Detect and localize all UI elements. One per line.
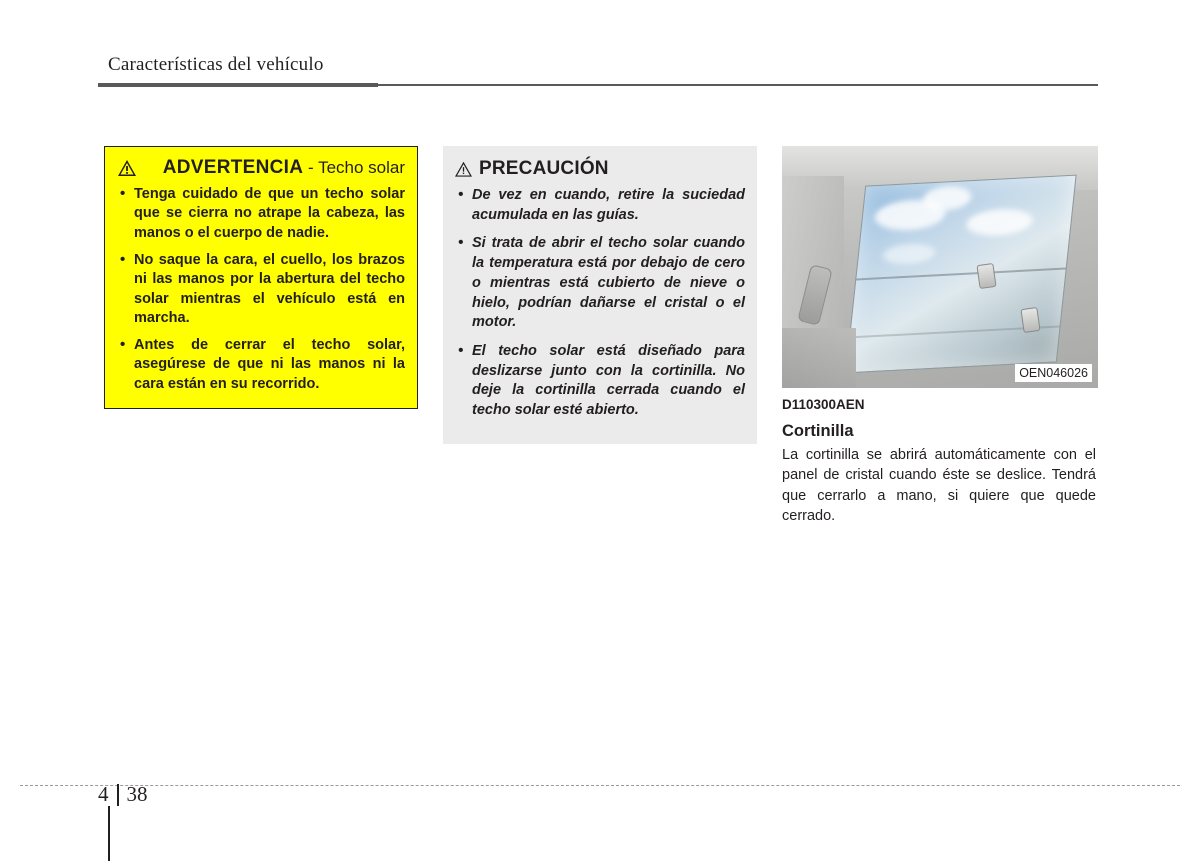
warning-box [104,146,418,409]
sunroof-glass-panel [845,175,1076,374]
caution-box [443,146,757,444]
sunshade-handle [1020,307,1040,333]
figure-image-code: OEN046026 [1015,364,1092,382]
footer-side-bar [108,806,110,861]
page-header [108,54,1098,76]
header-divider [98,83,1098,86]
sunshade-handle [976,263,996,289]
list-item: • Si trata de abrir el techo solar cuando la temperatura está por debajo de cero o mientras está cubierto de nieve o hielo, podrían dañarse el cristal o el motor. [455,234,745,333]
header-divider-thick [98,83,378,87]
footer-page-number: 38 [126,782,148,806]
footer-chapter-number: 4 [98,782,109,806]
figure-caption: D110300AEN [782,397,865,412]
caution-triangle-icon [455,162,472,177]
sunroof-illustration [782,146,1098,388]
list-item: • Antes de cerrar el techo solar, asegúrese de que ni las manos ni la cara están en su recorrido. [117,336,405,395]
column-left [104,146,418,409]
warning-subtitle: Techo solar [318,158,405,177]
footer-divider [20,785,1180,786]
section-title: Cortinilla [782,422,854,440]
list-item: • Tenga cuidado de que un techo solar que se cierra no atrape la cabeza, las manos o el cuerpo de nadie. [117,185,405,244]
caution-title: PRECAUCIÓN [479,158,609,179]
section-body-text: La cortinilla se abrirá automáticamente con el panel de cristal cuando éste se deslice. Tendrá que cerrarlo a mano, si quiere que quede cerrado. [782,447,1096,524]
list-item: • El techo solar está diseñado para deslizarse junto con la cortinilla. No deje la cortinilla cerrada cuando el techo solar esté abierto. [455,342,745,421]
page-title: Características del vehículo [108,54,324,75]
warning-title-wrap [143,157,405,179]
cloud-reflection-icon [922,185,973,211]
caution-bullet-list [455,186,745,421]
column-middle [443,146,757,444]
caution-header [455,158,745,180]
list-item: • No saque la cara, el cuello, los brazos ni las manos por la abertura del techo solar mientras el vehículo está en marcha. [117,251,405,329]
cloud-reflection-icon [882,243,936,266]
warning-title: ADVERTENCIA [162,157,304,178]
roof-pillar [782,328,856,388]
footer-separator [117,784,119,806]
header-divider-thin [376,84,1098,86]
cloud-reflection-icon [965,208,1034,237]
warning-separator-dash: - [307,158,314,177]
warning-header [117,157,405,179]
warning-triangle-icon [117,159,137,177]
warning-bullet-list [117,185,405,395]
column-right [782,146,1098,526]
list-item: • De vez en cuando, retire la suciedad acumulada en las guías. [455,186,745,225]
glass-panel-divider [856,268,1066,281]
footer [98,782,148,807]
